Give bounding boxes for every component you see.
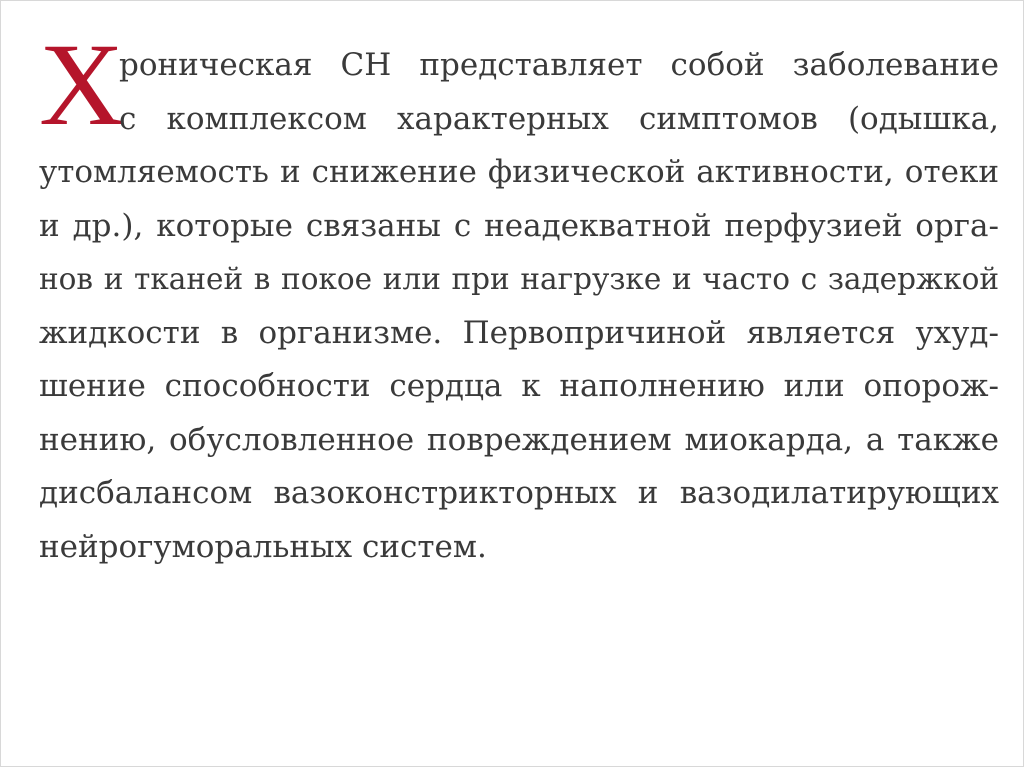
paragraph-line: и др.), которые связаны с неадекватной перфузией орга- (39, 207, 999, 244)
paragraph-line: жидкости в организме. Первопричиной является ухуд- (39, 314, 999, 351)
paragraph-line: дисбалансом вазоконстрикторных и вазодилатирующих (39, 475, 999, 511)
main-paragraph (39, 39, 999, 574)
drop-cap-letter: Х (39, 19, 125, 150)
paragraph-line: утомляемость и снижение физической активности, отеки (39, 154, 999, 190)
paragraph-line: нению, обусловленное повреждением миокарда, а также (39, 421, 999, 458)
paragraph-line: нов и тканей в покое или при нагрузке и часто с задержкой (39, 262, 999, 296)
paragraph-line: шение способности сердца к наполнению или опорож- (39, 368, 999, 404)
paragraph-line: роническая СН представляет собой заболевание (119, 47, 999, 83)
paragraph-line: с комплексом характерных симптомов (одышка, (119, 100, 999, 137)
paragraph-line: нейрогуморальных систем. (39, 528, 487, 565)
